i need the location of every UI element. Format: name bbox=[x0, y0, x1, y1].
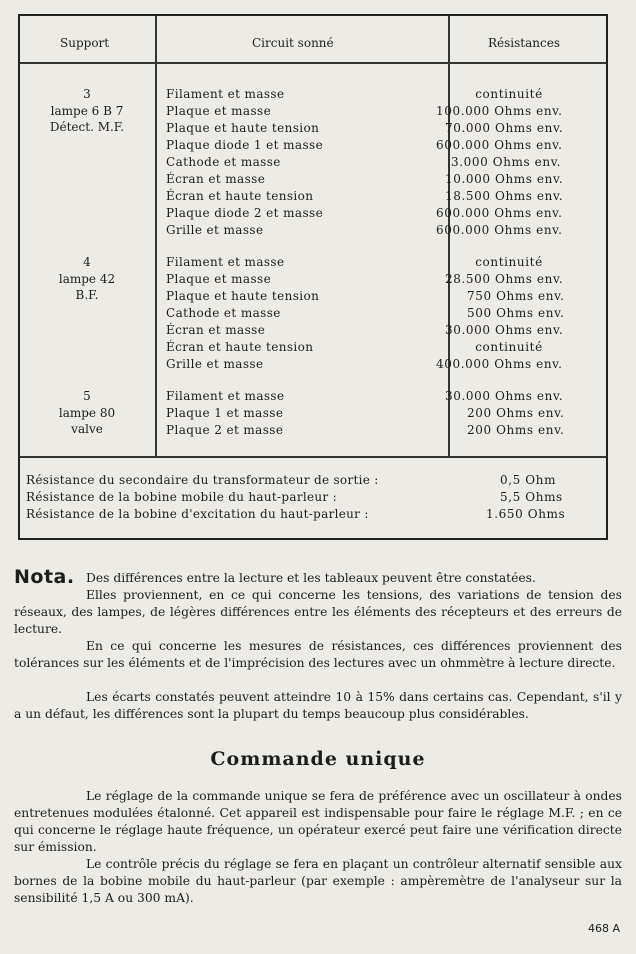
table-row: Plaque 1 et masse 200 Ohms env. bbox=[166, 406, 565, 420]
commande-paragraph: Le contrôle précis du réglage se fera en plaçant un contrôleur alternatif sensible aux bornes de la bobine mobile du haut-parleur (par exemple : ampèremètre de l'analyseur sur la sensibilité 1,5 A ou 300 mA). bbox=[14, 857, 622, 905]
summary-row: Résistance de la bobine mobile du haut-parleur : 5,5 Ohms bbox=[26, 490, 563, 504]
nota-heading: Nota. bbox=[14, 566, 75, 588]
nota-paragraph: En ce qui concerne les mesures de résistances, ces différences proviennent des tolérances sur les éléments et de l'imprécision des lectures avec un ohmmètre à lecture directe. bbox=[14, 639, 622, 670]
section-title: Commande unique bbox=[210, 748, 426, 770]
table-row: Écran et masse 10.000 Ohms env. bbox=[166, 172, 564, 186]
table-row: Plaque et haute tension 750 Ohms env. bbox=[166, 289, 565, 303]
table-row: Filament et masse continuité bbox=[166, 87, 543, 101]
support-number: 4 bbox=[83, 255, 91, 269]
nota-paragraph: Des différences entre la lecture et les tableaux peuvent être constatées. bbox=[86, 571, 536, 585]
support-tube: lampe 80 bbox=[58, 405, 116, 420]
table-row: Plaque diode 1 et masse 600.000 Ohms env. bbox=[166, 138, 563, 152]
column-divider bbox=[155, 16, 157, 456]
resistance-table bbox=[18, 14, 608, 540]
support-number: 5 bbox=[83, 389, 91, 403]
header-circuit: Circuit sonné bbox=[252, 36, 334, 50]
support-label bbox=[20, 388, 154, 438]
table-row: Filament et masse 30.000 Ohms env. bbox=[166, 389, 564, 403]
header-support: Support bbox=[60, 36, 110, 50]
table-row: Écran et haute tension continuité bbox=[166, 340, 543, 354]
support-function: Détect. M.F. bbox=[49, 120, 125, 134]
table-row: Filament et masse continuité bbox=[166, 255, 543, 269]
support-function: B.F. bbox=[75, 288, 99, 302]
support-function: valve bbox=[71, 422, 103, 436]
summary-row: Résistance de la bobine d'excitation du haut-parleur : 1.650 Ohms bbox=[26, 507, 566, 521]
support-label bbox=[20, 86, 154, 136]
table-row: Cathode et masse 500 Ohms env. bbox=[166, 306, 565, 320]
page-number: 468 A bbox=[587, 922, 620, 935]
commande-paragraph: Le réglage de la commande unique se fera de préférence avec un oscillateur à ondes entretenues modulées étalonné. Cet appareil est indispensable pour faire le réglage M.F. ; en ce qui concerne le réglage haute fréquence, un opérateur exercé peut faire une vérification directe sur émission. bbox=[14, 789, 622, 854]
support-tube: lampe 42 bbox=[58, 271, 116, 286]
table-row: Plaque et masse 28.500 Ohms env. bbox=[166, 272, 564, 286]
summary-divider bbox=[20, 456, 606, 458]
table-row: Plaque diode 2 et masse 600.000 Ohms env. bbox=[166, 206, 563, 220]
table-row: Cathode et masse 3.000 Ohms env. bbox=[166, 155, 562, 169]
nota-paragraph: Elles proviennent, en ce qui concerne les tensions, des variations de tension des réseaux, des lampes, de légères différences entre les éléments des récepteurs et des erreurs de lecture. bbox=[14, 588, 622, 636]
support-label bbox=[20, 254, 154, 304]
support-tube: lampe 6 B 7 bbox=[50, 103, 124, 118]
summary-row: Résistance du secondaire du transformateur de sortie : 0,5 Ohm bbox=[26, 473, 557, 487]
table-row: Grille et masse 600.000 Ohms env. bbox=[166, 223, 563, 237]
header-resistance: Résistances bbox=[488, 36, 560, 50]
table-row: Écran et masse 30.000 Ohms env. bbox=[166, 323, 564, 337]
support-number: 3 bbox=[83, 87, 91, 101]
table-row: Grille et masse 400.000 Ohms env. bbox=[166, 357, 563, 371]
table-row: Plaque 2 et masse 200 Ohms env. bbox=[166, 423, 565, 437]
table-row: Plaque et masse 100.000 Ohms env. bbox=[166, 104, 563, 118]
table-row: Plaque et haute tension 70.000 Ohms env. bbox=[166, 121, 564, 135]
header-divider bbox=[20, 62, 606, 64]
nota-paragraph: Les écarts constatés peuvent atteindre 10 à 15% dans certains cas. Cependant, s'il y a un défaut, les différences sont la plupart du temps beaucoup plus considérables. bbox=[14, 690, 622, 721]
table-row: Écran et haute tension 18.500 Ohms env. bbox=[166, 189, 564, 203]
